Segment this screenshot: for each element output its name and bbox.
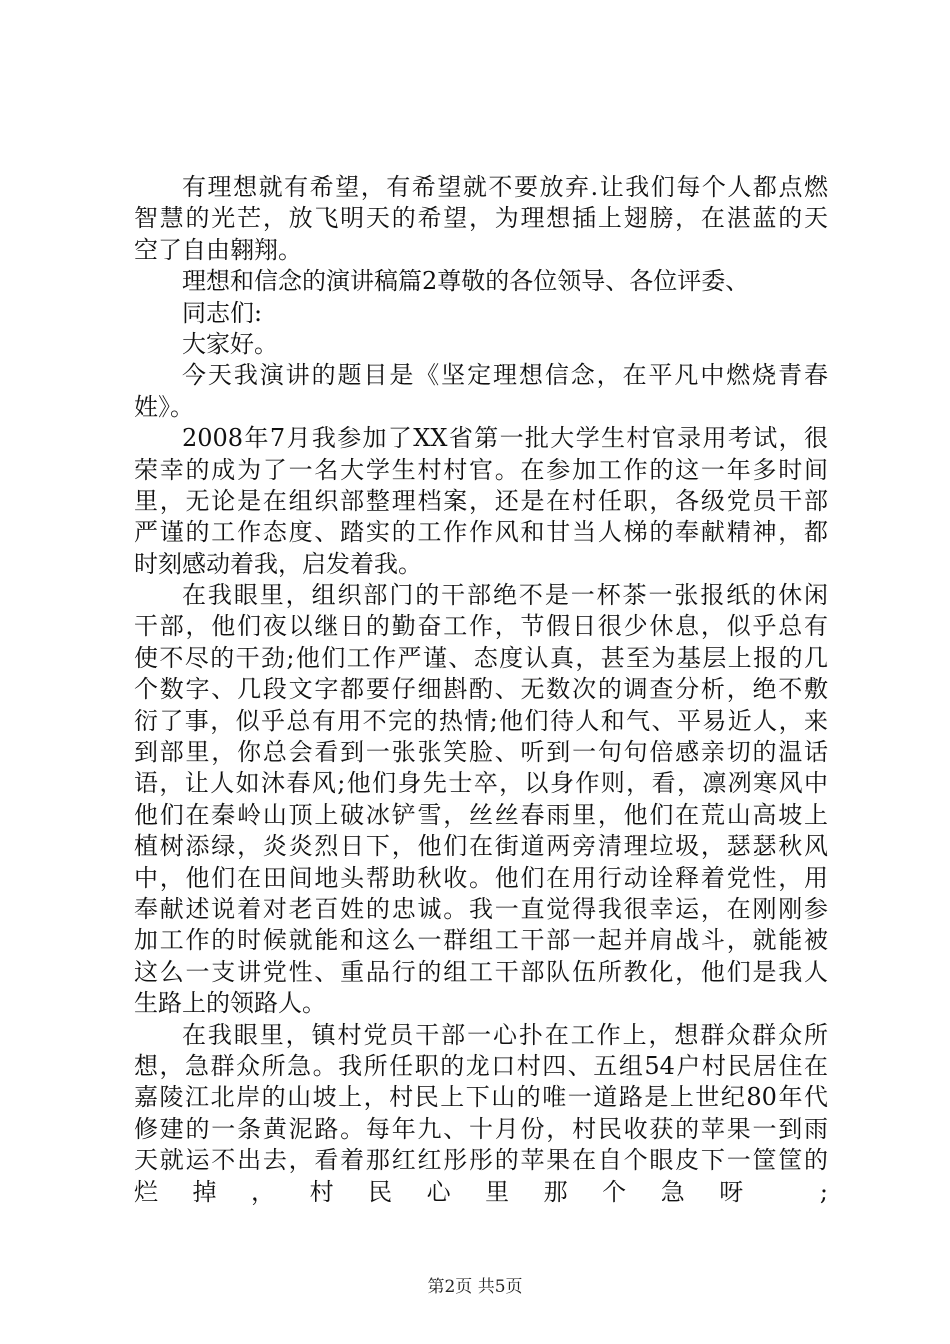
- text-line: 加工作的时候就能和这么一群组工干部一起并肩战斗，就能被: [134, 926, 828, 955]
- text-line: 同志们:: [182, 298, 263, 327]
- text-line: 语，让人如沐春风;他们身先士卒，以身作则，看，凛冽寒风中: [134, 769, 828, 798]
- text-line: 奉献述说着对老百姓的忠诚。我一直觉得我很幸运，在刚刚参: [134, 894, 828, 923]
- text-line: 他们在秦岭山顶上破冰铲雪，丝丝春雨里，他们在荒山高坡上: [134, 800, 828, 829]
- text-line: 生路上的领路人。: [134, 989, 326, 1018]
- text-line: 时刻感动着我，启发着我。: [134, 549, 422, 578]
- text-line: 中，他们在田间地头帮助秋收。他们在用行动诠释着党性，用: [134, 863, 828, 892]
- text-line: 在我眼里，镇村党员干部一心扑在工作上，想群众群众所: [182, 1020, 828, 1049]
- text-line: 2008年7月我参加了XX省第一批大学生村官录用考试，很: [182, 424, 828, 453]
- text-line: 个数字、几段文字都要仔细斟酌、无数次的调查分析，绝不敷: [134, 675, 828, 704]
- text-line: 荣幸的成为了一名大学生村村官。在参加工作的这一年多时间: [134, 455, 828, 484]
- document-body: [134, 172, 828, 1208]
- text-line: 干部，他们夜以继日的勤奋工作，节假日很少休息，似乎总有: [134, 612, 828, 641]
- text-line: 智慧的光芒，放飞明天的希望，为理想插上翅膀，在湛蓝的天: [134, 204, 828, 233]
- text-line: 今天我演讲的题目是《坚定理想信念，在平凡中燃烧青春: [182, 361, 828, 390]
- text-line: 植树添绿，炎炎烈日下，他们在街道两旁清理垃圾，瑟瑟秋风: [134, 832, 828, 861]
- text-line: 有理想就有希望，有希望就不要放弃.让我们每个人都点燃: [182, 173, 828, 201]
- text-line: 衍了事，似乎总有用不完的热情;他们待人和气、平易近人，来: [134, 706, 828, 735]
- page-footer: 第2页 共5页: [427, 1277, 523, 1297]
- text-line: 这么一支讲党性、重品行的组工干部队伍所教化，他们是我人: [134, 957, 828, 986]
- text-line: 理想和信念的演讲稿篇2尊敬的各位领导、各位评委、: [182, 267, 750, 296]
- text-line: 想，急群众所急。我所任职的龙口村四、五组54户村民居住在: [134, 1051, 828, 1080]
- text-line: 天就运不出去，看着那红红彤彤的苹果在自个眼皮下一筐筐的: [134, 1146, 828, 1175]
- text-line: 到部里，你总会看到一张张笑脸、听到一句句倍感亲切的温话: [134, 738, 828, 767]
- text-line: 空了自由翱翔。: [134, 235, 302, 264]
- text-line: 嘉陵江北岸的山坡上，村民上下山的唯一道路是上世纪80年代: [134, 1083, 828, 1112]
- text-line: 姓》。: [134, 392, 194, 421]
- text-line: 在我眼里，组织部门的干部绝不是一杯茶一张报纸的休闲: [182, 581, 828, 610]
- text-line: 大家好。: [182, 329, 278, 358]
- text-line: 里，无论是在组织部整理档案，还是在村任职，各级党员干部: [134, 486, 828, 515]
- text-line: 严谨的工作态度、踏实的工作作风和甘当人梯的奉献精神，都: [134, 518, 828, 547]
- text-line: 修建的一条黄泥路。每年九、十月份，村民收获的苹果一到雨: [134, 1114, 828, 1143]
- text-line: 使不尽的干劲;他们工作严谨、态度认真，甚至为基层上报的几: [134, 643, 828, 672]
- text-line: 烂掉，村民心里那个急呀 ;: [134, 1177, 828, 1206]
